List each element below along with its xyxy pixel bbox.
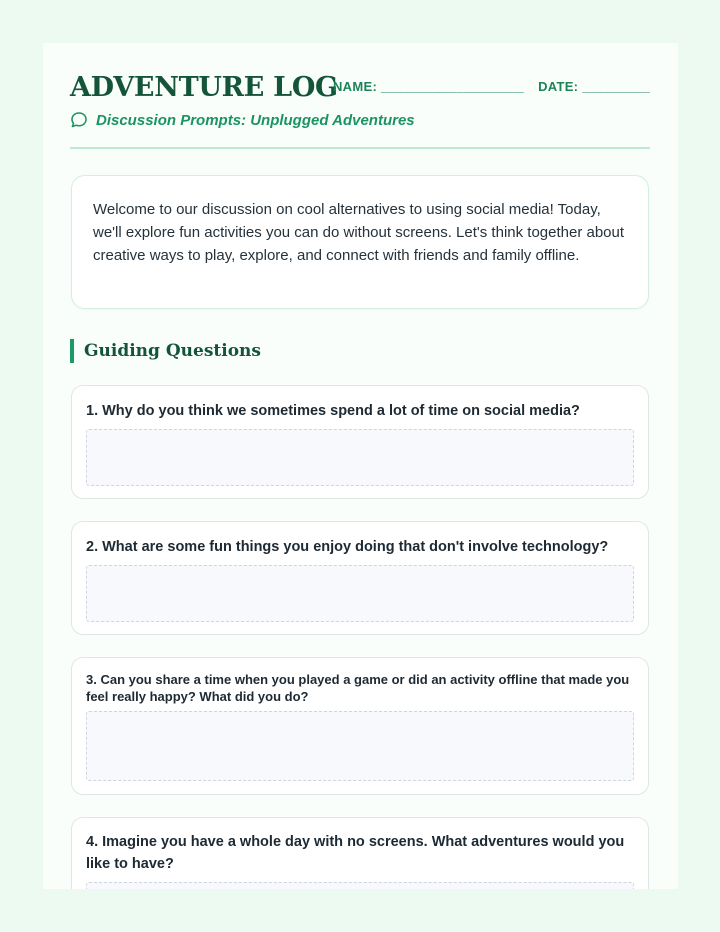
page-title: ADVENTURE LOG — [70, 72, 338, 103]
answer-box[interactable] — [86, 429, 634, 486]
worksheet-page — [43, 43, 678, 889]
question-text: 3. Can you share a time when you played a game or did an activity offline that made you feel really happy? What did you do? — [86, 672, 630, 704]
date-field[interactable]: DATE: _________ — [538, 79, 650, 94]
question-text: 1. Why do you think we sometimes spend a lot of time on social media? — [86, 403, 580, 419]
chat-bubble-icon — [70, 111, 88, 129]
question-card — [71, 657, 649, 795]
answer-box[interactable] — [86, 882, 634, 889]
answer-box[interactable] — [86, 565, 634, 622]
header — [70, 69, 650, 149]
intro-text: Welcome to our discussion on cool alternatives to using social media! Today, we'll explore fun activities you can do without screens. Let's think together about creative ways to play, explore, and connect with friends and family offline. — [93, 201, 625, 264]
header-fields — [333, 79, 650, 94]
subtitle-text: Discussion Prompts: Unplugged Adventures — [96, 111, 415, 129]
answer-box[interactable] — [86, 711, 634, 781]
question-text: 2. What are some fun things you enjoy doing that don't involve technology? — [86, 539, 609, 555]
intro-card — [71, 175, 649, 309]
question-card — [71, 817, 649, 889]
subtitle — [70, 111, 415, 129]
question-text: 4. Imagine you have a whole day with no screens. What adventures would you like to have? — [86, 834, 625, 872]
section-heading: Guiding Questions — [70, 339, 261, 363]
question-card — [71, 521, 649, 635]
name-field[interactable]: NAME: ___________________ — [332, 79, 525, 94]
question-card — [71, 385, 649, 499]
